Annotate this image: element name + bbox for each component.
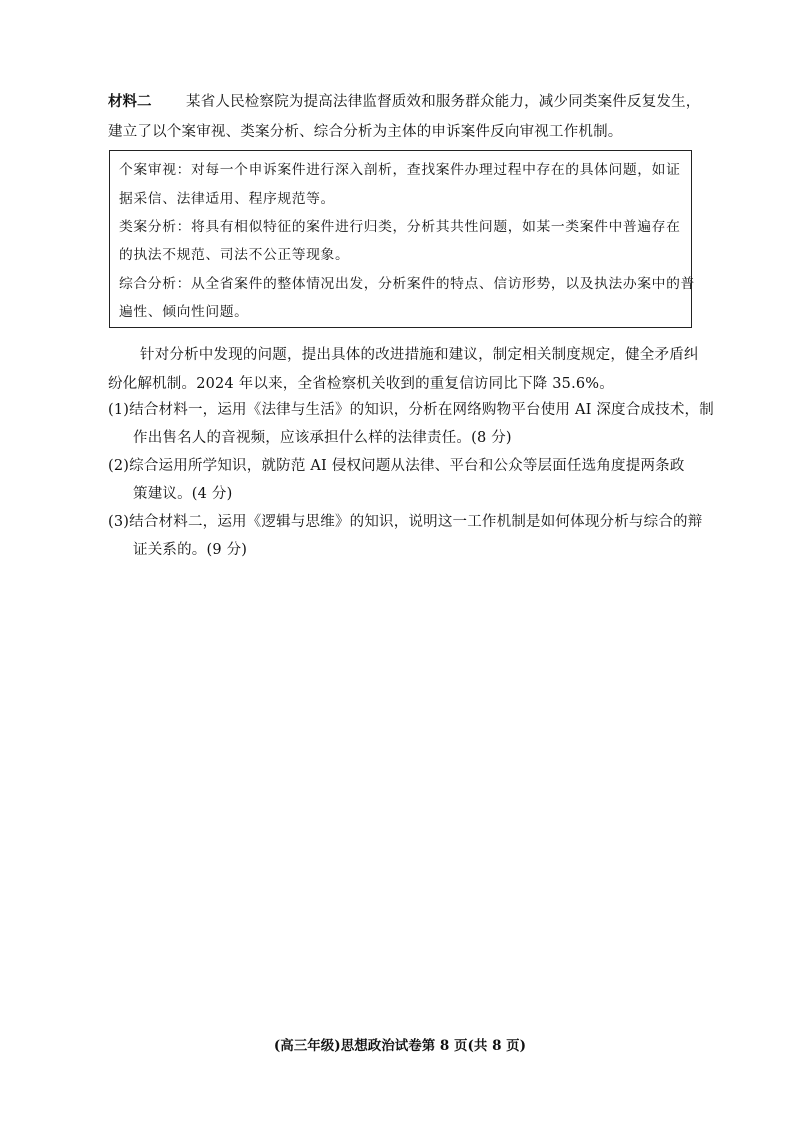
box-line-class-analysis-cont: 的执法不规范、司法不公正等现象。 — [119, 247, 350, 263]
question-3-line-2: 证关系的。(9 分) — [133, 542, 248, 558]
question-1-line-2: 作出售名人的音视频，应该承担什么样的法律责任。(8 分) — [133, 430, 512, 446]
material-2-boxed-panel — [109, 150, 695, 328]
material-2-after-line-2: 纷化解机制。2024 年以来，全省检察机关收到的重复信访同比下降 35.6%。 — [108, 376, 614, 392]
material-2-after-line-1: 针对分析中发现的问题，提出具体的改进措施和建议，制定相关制度规定，健全矛盾纠 — [140, 347, 699, 363]
material-2-intro-line-2: 建立了以个案审视、类案分析、综合分析为主体的申诉案件反向审视工作机制。 — [108, 124, 623, 140]
question-3-line-1: (3)结合材料二，运用《逻辑与思维》的知识，说明这一工作机制是如何体现分析与综合的辩 — [108, 514, 703, 530]
box-line-comprehensive-analysis: 综合分析：从全省案件的整体情况出发，分析案件的特点、信访形势，以及执法办案中的普 — [119, 276, 695, 292]
box-line-comprehensive-analysis-cont: 遍性、倾向性问题。 — [119, 304, 249, 320]
question-1-line-1: (1)结合材料一，运用《法律与生活》的知识，分析在网络购物平台使用 AI 深度合成技术，制 — [108, 402, 714, 418]
question-2-line-1: (2)综合运用所学知识，就防范 AI 侵权问题从法律、平台和公众等层面任选角度提两条政 — [108, 458, 685, 474]
box-line-case-review: 个案审视：对每一个申诉案件进行深入剖析，查找案件办理过程中存在的具体问题，如证 — [119, 162, 681, 178]
material-2-label: 材料二 — [108, 93, 152, 110]
question-2-line-2: 策建议。(4 分) — [133, 486, 233, 502]
material-2-intro-line-1: 某省人民检察院为提高法律监督质效和服务群众能力，减少同类案件反复发生， — [186, 94, 701, 110]
box-line-class-analysis: 类案分析：将具有相似特征的案件进行归类，分析其共性问题，如某一类案件中普遍存在 — [119, 219, 681, 235]
page-footer: (高三年级)思想政治试卷第 8 页(共 8 页) — [273, 1038, 527, 1054]
box-line-case-review-cont: 据采信、法律适用、程序规范等。 — [119, 191, 335, 207]
